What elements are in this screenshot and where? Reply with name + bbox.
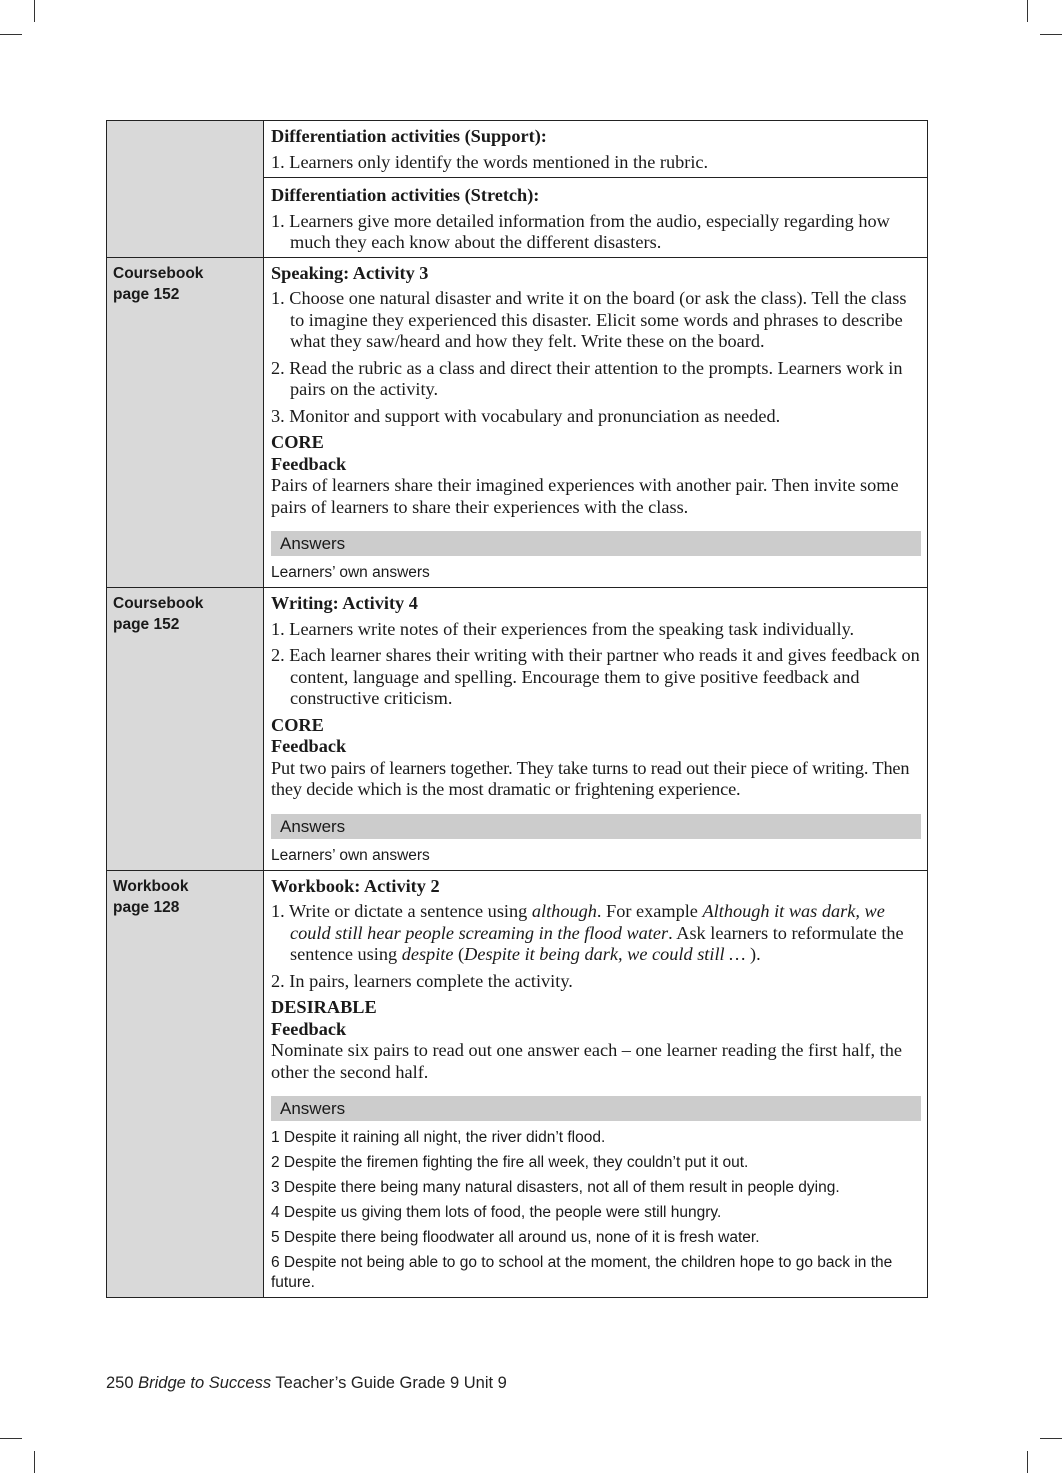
activity-heading: Speaking: Activity 3	[271, 262, 429, 283]
crop-mark	[0, 1438, 22, 1439]
row-content	[264, 870, 928, 1298]
crop-mark	[1027, 0, 1028, 22]
feedback-text: Nominate six pairs to read out one answer each – one learner reading the first half, the other the second half.	[271, 1040, 902, 1082]
level-label: CORE	[271, 432, 324, 452]
row-label-source: Coursebook	[113, 595, 204, 612]
feedback-label: Feedback	[271, 736, 347, 756]
row-label-source: Coursebook	[113, 264, 204, 282]
page-number: 250	[106, 1374, 134, 1392]
activity-heading: Writing: Activity 4	[271, 593, 418, 613]
row-label-source: Workbook	[113, 877, 189, 895]
answer-item: Learners’ own answers	[271, 846, 430, 864]
feedback-label: Feedback	[271, 453, 347, 474]
feedback-label: Feedback	[271, 1018, 347, 1039]
list-item: 2. In pairs, learners complete the activity.	[271, 970, 573, 991]
list-item: 1. Learners give more detailed information from the audio, especially regarding how much they each know about the different disasters.	[271, 210, 890, 252]
activity-heading: Workbook: Activity 2	[271, 875, 440, 896]
list-item: 2. Read the rubric as a class and direct their attention to the prompts. Learners work in pairs on the activity.	[271, 357, 903, 399]
answers-bar: Answers	[271, 1096, 921, 1121]
list-item: 1. Learners only identify the words mentioned in the rubric.	[271, 151, 709, 172]
row-label-page: page 152	[113, 616, 180, 633]
answer-item: 1 Despite it raining all night, the river didn’t flood.	[271, 1129, 606, 1146]
row-label-page: page 128	[113, 898, 180, 916]
book-title: Bridge to Success	[138, 1374, 272, 1392]
answer-item: 3 Despite there being many natural disasters, not all of them result in people dying.	[271, 1179, 840, 1196]
crop-mark	[1040, 1438, 1062, 1439]
crop-mark	[0, 34, 22, 35]
row-label-page: page 152	[113, 285, 180, 303]
row-content	[264, 121, 928, 258]
table-row	[107, 588, 928, 871]
answer-item: 6 Despite not being able to go to school at the moment, the children hope to go back in the future.	[271, 1254, 893, 1291]
crop-mark	[1040, 34, 1062, 35]
row-content	[264, 257, 928, 588]
level-label: CORE	[271, 714, 324, 735]
support-heading: Differentiation activities (Support):	[271, 126, 547, 146]
stretch-section	[264, 177, 927, 254]
item-text: ).	[745, 944, 761, 964]
feedback-text: Pairs of learners share their imagined experiences with another pair. Then invite some pairs of learners to share their experiences with the class.	[271, 475, 899, 517]
item-italic: although	[531, 901, 597, 921]
answers-bar: Answers	[271, 814, 921, 839]
crop-mark	[1027, 1451, 1028, 1473]
answer-item: 2 Despite the firemen fighting the fire all week, they couldn’t put it out.	[271, 1154, 749, 1171]
list-item: 1. Learners write notes of their experiences from the speaking task individually.	[271, 618, 855, 639]
answers-bar: Answers	[271, 531, 921, 556]
answer-item: 5 Despite there being floodwater all around us, none of it is fresh water.	[271, 1229, 760, 1246]
crop-mark	[34, 1451, 35, 1473]
item-italic: Despite it being dark, we could still …	[464, 944, 746, 964]
item-text: . Ask learners to reformulate the sentence using	[290, 922, 904, 964]
lesson-table	[106, 120, 928, 1298]
item-text: 1. Write or dictate a sentence using	[271, 901, 532, 921]
item-text: (	[453, 944, 465, 964]
footer-text: Teacher’s Guide Grade 9 Unit 9	[275, 1374, 507, 1392]
row-label	[107, 870, 264, 1298]
table-row	[107, 121, 928, 258]
list-item: 2. Each learner shares their writing with their partner who reads it and gives feedback on content, language and spelling. Encourage them to give positive feedback and constructive criticism.	[271, 645, 920, 708]
row-label	[107, 588, 264, 871]
list-item	[271, 901, 921, 966]
answer-item: Learners’ own answers	[271, 564, 430, 581]
list-item: 3. Monitor and support with vocabulary and pronunciation as needed.	[271, 405, 781, 426]
row-content	[264, 588, 928, 871]
feedback-text: Put two pairs of learners together. They take turns to read out their piece of writing. Then they decide which is the most dramatic or frightening experience.	[271, 757, 910, 799]
row-label	[107, 121, 264, 258]
item-text: . For example	[596, 901, 703, 921]
list-item: 1. Choose one natural disaster and write it on the board (or ask the class). Tell the class to imagine they experienced this disaster. Elicit some words and phrases to describe what they saw/heard and how they felt. Write these on the board.	[271, 288, 907, 351]
item-italic: despite	[401, 944, 454, 964]
item-italic: Although it was dark, we could still hear people screaming in the flood water	[290, 901, 885, 943]
page-footer	[106, 1374, 507, 1393]
table-row	[107, 870, 928, 1298]
crop-mark	[34, 0, 35, 22]
level-label: DESIRABLE	[271, 997, 377, 1017]
table-row	[107, 257, 928, 588]
row-label	[107, 257, 264, 588]
stretch-heading: Differentiation activities (Stretch):	[271, 185, 540, 205]
answer-item: 4 Despite us giving them lots of food, the people were still hungry.	[271, 1204, 722, 1221]
